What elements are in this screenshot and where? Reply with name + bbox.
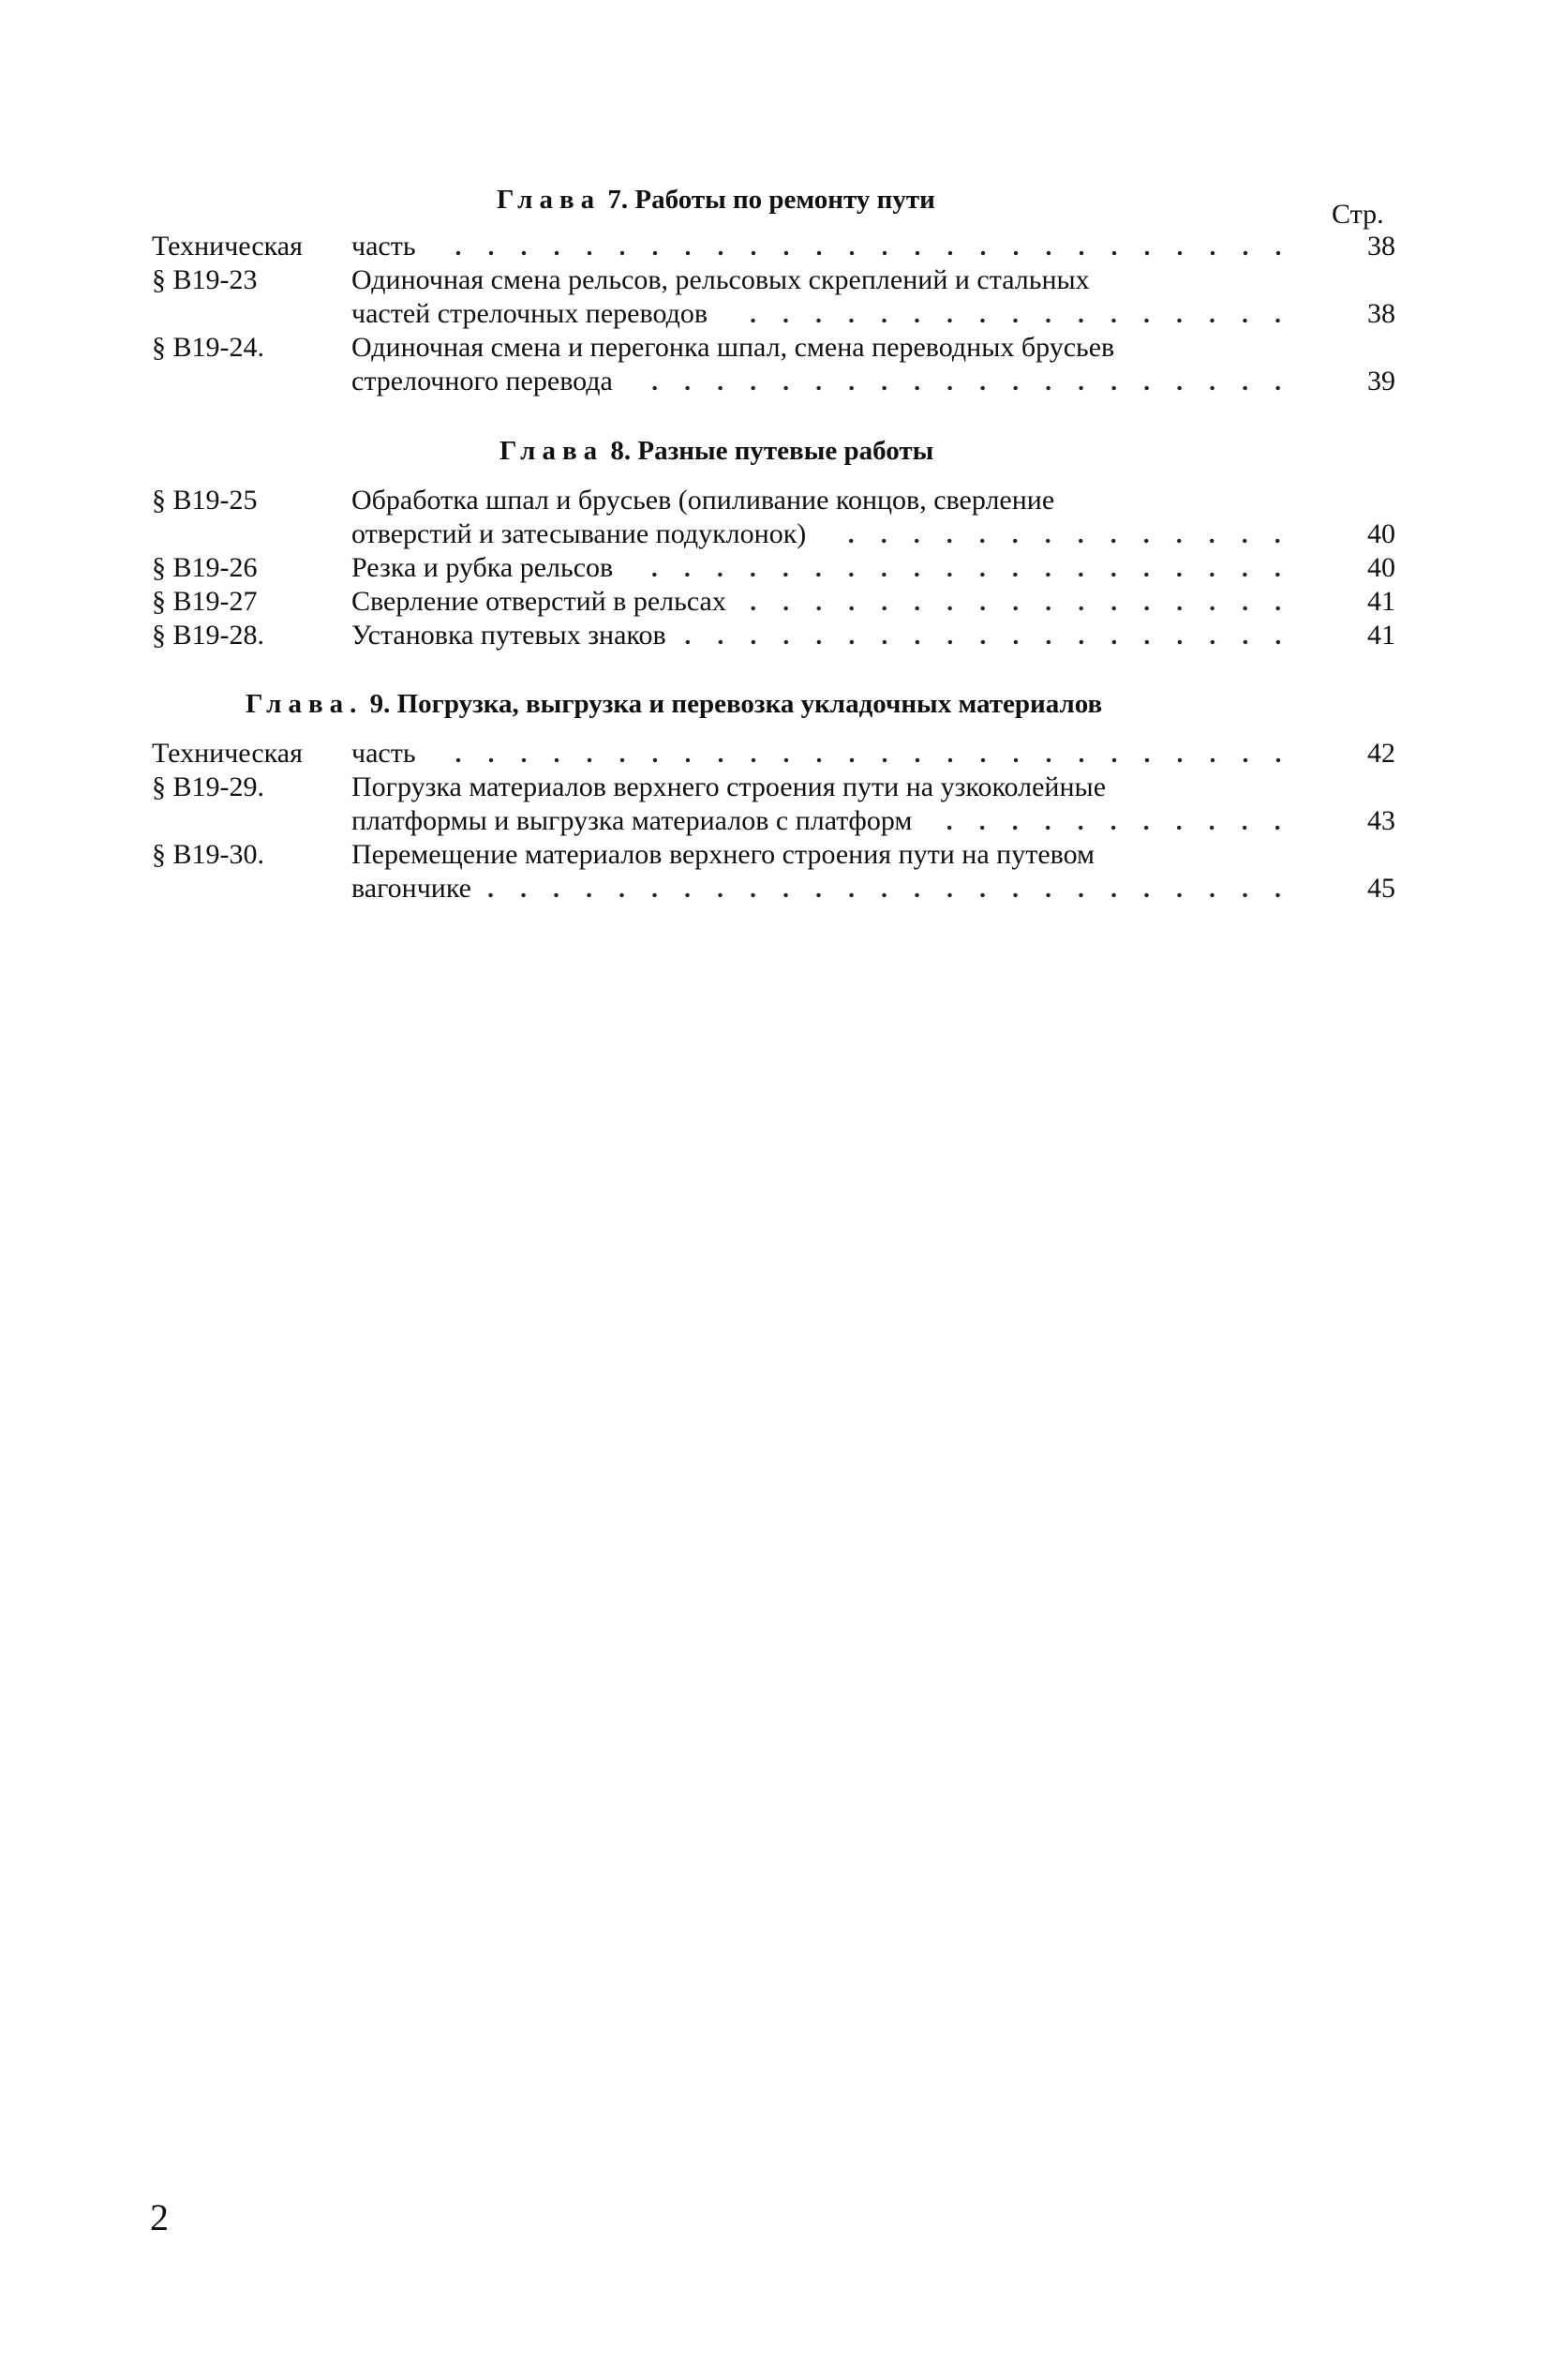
entry-text: стрелочного перевода [351, 366, 613, 397]
entry-text: часть [351, 231, 416, 262]
entry-page: 40 [1367, 552, 1395, 583]
entry-line [351, 872, 1294, 906]
chapter-7-heading [497, 183, 935, 217]
entry-page: 38 [1367, 231, 1395, 262]
page-number: 2 [150, 2196, 169, 2238]
entry-text: частей стрелочных переводов [351, 298, 708, 329]
entry-ref: § В19-25 [152, 485, 258, 516]
entry-line [351, 804, 1294, 838]
entry-line [351, 838, 1294, 872]
entry-ref: § В19-30. [152, 839, 264, 870]
chapter-7-word: Глава [497, 185, 602, 215]
chapter-8-title: 8. Разные путевые работы [604, 436, 934, 466]
toc-entry-continuation [0, 872, 1550, 906]
entry-ref: § В19-24. [152, 332, 264, 363]
dot-leader [488, 892, 1294, 898]
entry-page: 39 [1367, 366, 1395, 397]
entry-line [351, 263, 1294, 297]
toc-entry[interactable] [0, 331, 1550, 365]
toc-entry-continuation [0, 804, 1550, 838]
page-column-header: Стр. [1332, 199, 1384, 230]
chapter-7-title: 7. Работы по ремонту пути [601, 185, 935, 215]
entry-ref: § В19-26 [152, 552, 258, 583]
entry-line [351, 585, 1294, 619]
entry-line [351, 619, 1294, 652]
entry-page: 41 [1367, 620, 1395, 651]
entry-line [351, 771, 1294, 804]
toc-entry[interactable] [0, 230, 1550, 263]
toc-entry[interactable] [0, 551, 1550, 585]
entry-line [351, 517, 1294, 551]
toc-entry-continuation [0, 365, 1550, 398]
entry-line [351, 331, 1294, 365]
entry-ref: Техническая [152, 738, 303, 769]
entry-page: 43 [1367, 805, 1395, 836]
entry-text: отверстий и затесывание подуклонок) [351, 518, 807, 549]
dot-leader [929, 825, 1294, 831]
entry-ref: § В19-29. [152, 771, 264, 802]
entry-text: платформы и выгрузка материалов с платформ [351, 805, 913, 836]
entry-text: часть [351, 738, 416, 769]
toc-entry[interactable] [0, 263, 1550, 297]
entry-page: 42 [1367, 738, 1395, 769]
entry-page: 38 [1367, 298, 1395, 329]
toc-entry-continuation [0, 517, 1550, 551]
toc-entry[interactable] [0, 585, 1550, 619]
entry-line [351, 484, 1294, 517]
chapter-8-word: Глава [499, 436, 604, 466]
dot-leader [683, 639, 1294, 645]
entry-ref: Техническая [152, 231, 303, 262]
entry-text: вагончике [351, 873, 471, 904]
entry-text: Установка путевых знаков [351, 620, 666, 651]
toc-entry[interactable] [0, 838, 1550, 872]
entry-page: 41 [1367, 586, 1395, 617]
entry-ref: § В19-23 [152, 264, 258, 295]
entry-text: Одиночная смена и перегонка шпал, смена переводных брусьев [351, 332, 1115, 363]
toc-entry-continuation [0, 297, 1550, 331]
entry-text: Сверление отверстий в рельсах [351, 586, 726, 617]
entry-line [351, 551, 1294, 585]
dot-leader [823, 538, 1294, 544]
toc-entry[interactable] [0, 737, 1550, 771]
entry-page: 40 [1367, 518, 1395, 549]
entry-line [351, 230, 1294, 263]
chapter-9-heading [246, 687, 1102, 721]
entry-text: Одиночная смена рельсов, рельсовых скреплений и стальных [351, 264, 1090, 295]
entry-text: Погрузка материалов верхнего строения пути на узкоколейные [351, 771, 1107, 802]
chapter-9-title: 9. Погрузка, выгрузка и перевозка укладочных материалов [363, 689, 1103, 719]
entry-text: Перемещение материалов верхнего строения пути на путевом [351, 839, 1095, 870]
entry-text: Резка и рубка рельсов [351, 552, 614, 583]
entry-ref: § В19-28. [152, 620, 264, 651]
dot-leader [433, 250, 1294, 256]
toc-entry[interactable] [0, 619, 1550, 652]
dot-leader [433, 757, 1294, 763]
entry-line [351, 737, 1294, 771]
dot-leader [630, 572, 1294, 577]
dot-leader [743, 606, 1294, 611]
toc-entry[interactable] [0, 771, 1550, 804]
entry-line [351, 297, 1294, 331]
entry-page: 45 [1367, 873, 1395, 904]
chapter-8-heading [499, 434, 933, 468]
chapter-9-word: Глава. [246, 689, 364, 719]
entry-line [351, 365, 1294, 398]
dot-leader [630, 385, 1294, 391]
dot-leader [724, 318, 1294, 323]
entry-ref: § В19-27 [152, 586, 258, 617]
entry-text: Обработка шпал и брусьев (опиливание концов, сверление [351, 485, 1055, 516]
toc-entry[interactable] [0, 484, 1550, 517]
